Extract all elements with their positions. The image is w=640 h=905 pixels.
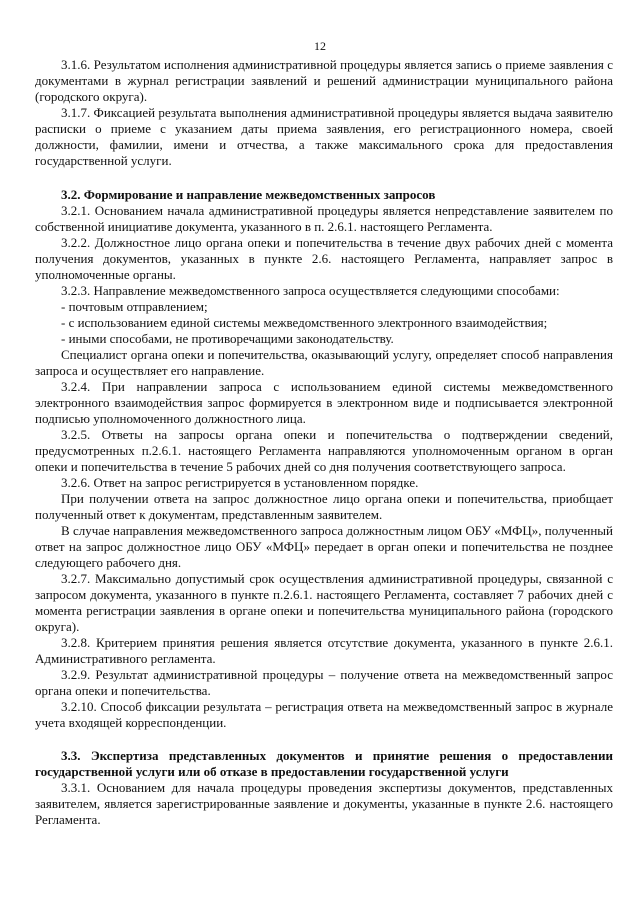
paragraph-3-2-9: 3.2.9. Результат административной процедуры – получение ответа на межведомственный запрос органа опеки и попечительства. <box>35 667 613 698</box>
list-item-postal: - почтовым отправлением; <box>61 299 208 314</box>
document-body <box>35 57 613 828</box>
paragraph-3-3-1: 3.3.1. Основанием для начала процедуры проведения экспертизы документов, представленных заявителем, является зарегистрированные заявление и документы, указанные в пункте 2.6. настоящего Регламента. <box>35 780 613 827</box>
paragraph-3-2-10: 3.2.10. Способ фиксации результата – регистрация ответа на межведомственный запрос в журнале учета входящей корреспонденции. <box>35 699 613 730</box>
paragraph-3-2-8: 3.2.8. Критерием принятия решения является отсутствие документа, указанного в пункте 2.6.1. Административного регламента. <box>35 635 613 666</box>
paragraph-3-1-6: 3.1.6. Результатом исполнения административной процедуры является запись о приеме заявления с документами в журнал регистрации заявлений и решений администрации муниципального района (городского округа). <box>35 57 613 104</box>
paragraph-mfc-response: В случае направления межведомственного запроса должностным лицом ОБУ «МФЦ», полученный ответ на запрос должностное лицо ОБУ «МФЦ» передает в орган опеки и попечительства не позднее следующего рабочего дня. <box>35 523 613 570</box>
paragraph-3-2-2: 3.2.2. Должностное лицо органа опеки и попечительства в течение двух рабочих дней с момента получения документов, указанных в пункте 2.6. настоящего Регламента, направляет запрос в уполномоченные органы. <box>35 235 613 282</box>
paragraph-response-received: При получении ответа на запрос должностное лицо органа опеки и попечительства, приобщает полученный ответ к документам, представленным заявителем. <box>35 491 613 522</box>
paragraph-3-1-7: 3.1.7. Фиксацией результата выполнения административной процедуры является выдача заявителю расписки о приеме с указанием даты приема заявления, его регистрационного номера, своей должности, фамилии, имени и отчества, а также максимального срока для предоставления государственной услуги. <box>35 105 613 168</box>
list-item-electronic: - с использованием единой системы межведомственного электронного взаимодействия; <box>61 315 548 330</box>
paragraph-3-2-1: 3.2.1. Основанием начала административной процедуры является непредставление заявителем по собственной инициативе документа, указанного в п. 2.6.1. настоящего Регламента. <box>35 203 613 234</box>
section-heading-3-2: 3.2. Формирование и направление межведомственных запросов <box>61 187 436 202</box>
page-number: 12 <box>314 39 326 53</box>
list-item-other: - иными способами, не противоречащими законодательству. <box>61 331 394 346</box>
paragraph-3-2-5: 3.2.5. Ответы на запросы органа опеки и попечительства о подтверждении сведений, предусмотренных п.2.6.1. настоящего Регламента направляются уполномоченным органом в орган опеки и попечительства в течение 5 рабочих дней со дня получения соответствующего запроса. <box>35 427 613 474</box>
paragraph-3-2-3: 3.2.3. Направление межведомственного запроса осуществляется следующими способами: <box>61 283 560 298</box>
paragraph-specialist: Специалист органа опеки и попечительства, оказывающий услугу, определяет способ направления запроса и осуществляет его направление. <box>35 347 613 378</box>
paragraph-3-2-4: 3.2.4. При направлении запроса с использованием единой системы межведомственного электронного взаимодействия запрос формируется в электронном виде и подписывается электронной подписью уполномоченного должностного лица. <box>35 379 613 426</box>
section-heading-3-3: 3.3. Экспертиза представленных документов и принятие решения о предоставлении государственной услуги или об отказе в предоставлении государственной услуги <box>35 748 613 779</box>
paragraph-3-2-6: 3.2.6. Ответ на запрос регистрируется в установленном порядке. <box>61 475 419 490</box>
paragraph-3-2-7: 3.2.7. Максимально допустимый срок осуществления административной процедуры, связанной с запросом документа, указанного в пункте п.2.6.1. настоящего Регламента, составляет 7 рабочих дней с момента регистрации заявления в органе опеки и попечительства муниципального района (городского округа). <box>35 571 613 634</box>
